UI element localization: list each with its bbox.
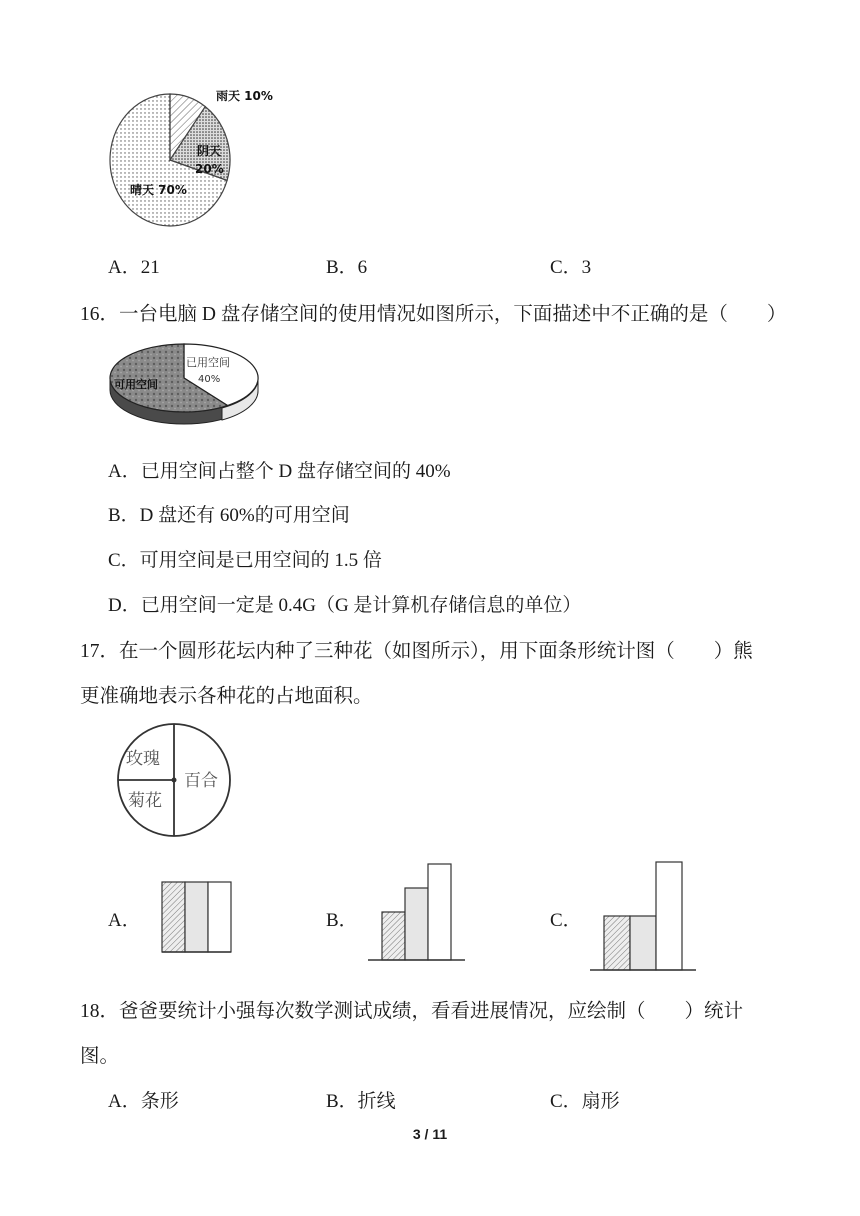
q16-option-b[interactable]: B．D 盘还有 60%的可用空间 [108,505,350,526]
q15-option-c[interactable]: C．3 [550,257,592,278]
q16-option-a[interactable]: A．已用空间占整个 D 盘存储空间的 40% [108,461,451,482]
bar-chart-c [588,852,698,974]
bar-1 [604,916,630,970]
label-used: 已用空间 [186,356,230,369]
label-chrysanthemum: 菊花 [128,791,162,811]
flowerbed-center-dot [172,778,177,783]
label-free: 可用空间 [114,378,158,391]
q18-option-b[interactable]: B．折线 [326,1091,396,1112]
page-number: 3 / 11 [412,1126,448,1142]
q15-option-a[interactable]: A．21 [108,257,160,278]
label-cloudy-pct: 20% [195,162,224,176]
bar-2 [185,882,208,952]
bar-2 [405,888,428,960]
q17-option-b[interactable]: B． [326,910,358,931]
weather-pie-chart [100,80,280,240]
bar-3 [428,864,451,960]
q16-option-d[interactable]: D．已用空间一定是 0.4G（G 是计算机存储信息的单位） [108,595,582,616]
q15-option-b[interactable]: B．6 [326,257,368,278]
label-cloudy: 阴天 [197,144,222,158]
bar-3 [208,882,231,952]
label-rose: 玫瑰 [126,749,160,769]
label-lily: 百合 [184,771,218,791]
flowerbed-circle [112,722,238,842]
q16-question: 16．一台电脑 D 盘存储空间的使用情况如图所示，下面描述中不正确的是（ ） [80,304,787,325]
q16-option-c[interactable]: C．可用空间是已用空间的 1.5 倍 [108,550,382,571]
label-used-pct: 40% [198,374,221,385]
q17-option-c[interactable]: C． [550,910,582,931]
label-sunny: 晴天 70% [130,183,187,197]
bar-3 [656,862,682,970]
disk-pie-chart [104,338,264,428]
bar-chart-b [366,856,476,966]
bar-chart-a [148,866,248,958]
bar-1 [162,882,185,952]
label-rain: 雨天 10% [216,89,273,103]
q18-question-line1: 18．爸爸要统计小强每次数学测试成绩，看看进展情况，应绘制（ ）统计 [80,1001,744,1022]
bar-1 [382,912,405,960]
q17-question-line2: 更准确地表示各种花的占地面积。 [80,686,373,707]
q17-question-line1: 17．在一个圆形花坛内种了三种花（如图所示），用下面条形统计图（ ）熊 [80,641,753,662]
q18-option-a[interactable]: A．条形 [108,1091,179,1112]
bar-2 [630,916,656,970]
q18-option-c[interactable]: C．扇形 [550,1091,620,1112]
q17-option-a[interactable]: A． [108,910,141,931]
q18-question-line2: 图。 [80,1046,120,1067]
